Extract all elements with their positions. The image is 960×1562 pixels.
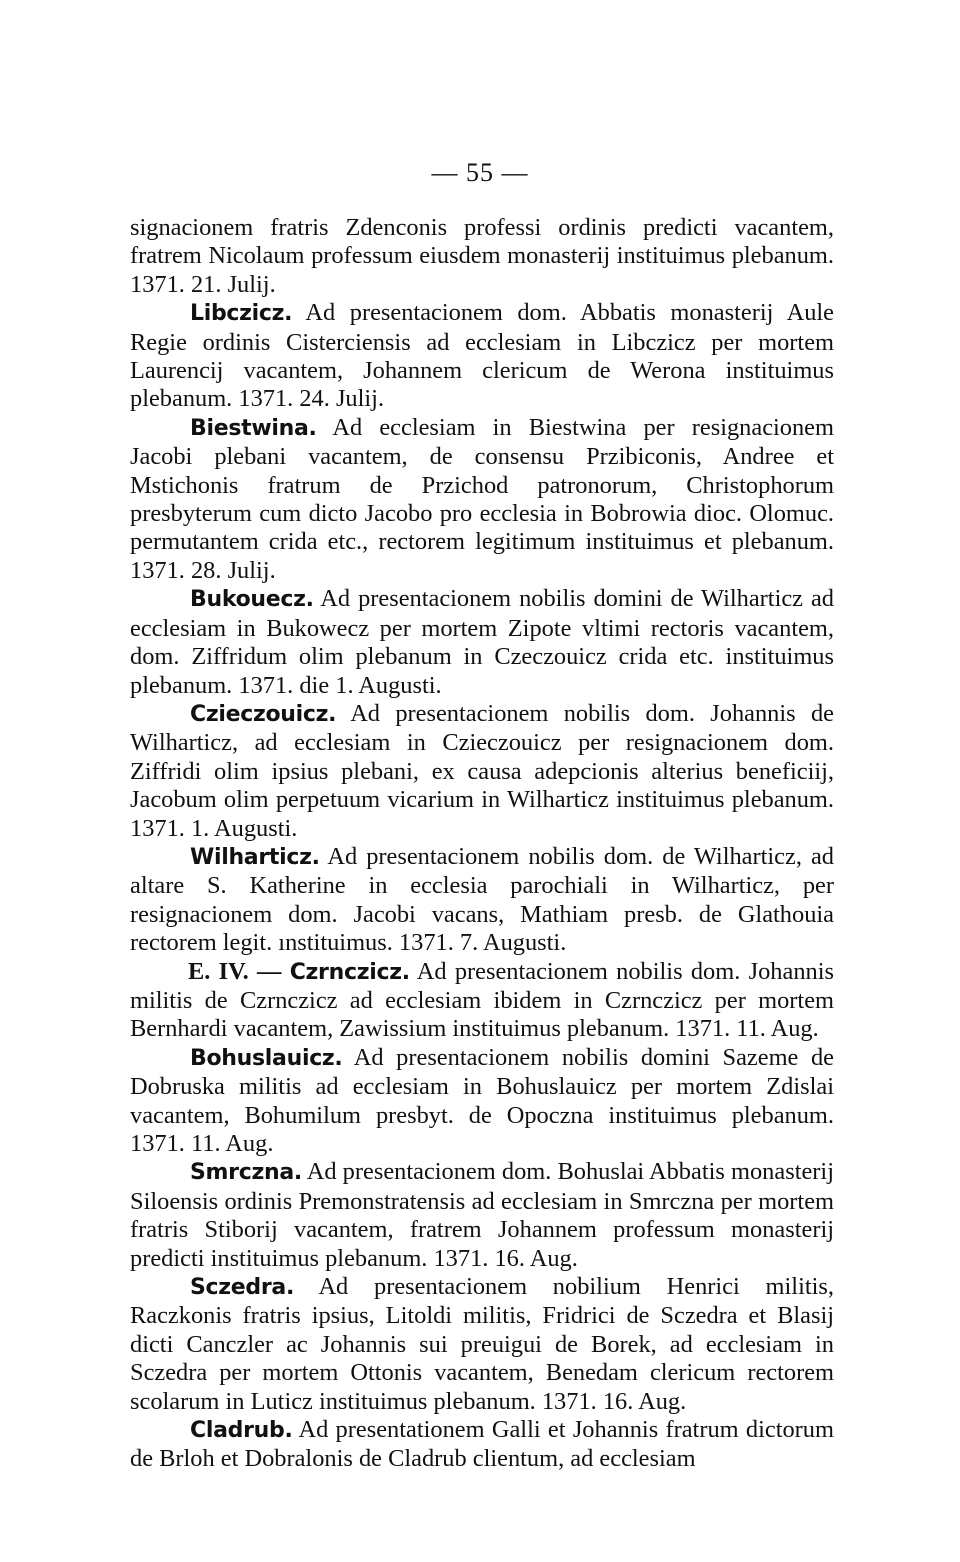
entry-heading: Cladrub.	[190, 1418, 293, 1444]
entry-text: Ad presentacionem dom. Abbatis monasterij Aule Regie ordinis Cisterciensis ad ecclesiam in Libczicz per mortem Laurencij vacantem, Johannem clericum de Werona instituimus plebanum. 1371. 24. Julij.	[130, 299, 834, 413]
continuation-paragraph: signacionem fratris Zdenconis professi ordinis predicti vacantem, fratrem Nicolaum professum eiusdem monasterij instituimus plebanum. 1371. 21. Julij.	[130, 214, 834, 298]
entry-smrczna	[130, 1158, 834, 1273]
entry-biestwina	[130, 414, 834, 585]
source-siglum: E. IV. —	[188, 957, 282, 985]
entry-cladrub	[130, 1416, 834, 1474]
page-number: — 55 —	[431, 158, 529, 187]
entry-libczicz	[130, 299, 834, 414]
entry-bohuslauicz	[130, 1044, 834, 1159]
entry-text: Ad presentacionem dom. Bohuslai Abbatis monasterij Siloensis ordinis Premonstratensis ad ecclesiam in Smrczna per mortem fratris Stiborij vacantem, fratrem Johannem professum monasterij predicti instituimus plebanum. 1371. 16. Aug.	[130, 1158, 834, 1272]
entry-heading: Biestwina.	[190, 415, 317, 441]
entry-text: Ad presentacionem nobilis domini Sazeme de Dobruska militis ad ecclesiam in Bohuslauicz per mortem Zdislai vacantem, Bohumilum presbyt. de Opoczna instituimus plebanum. 1371. 11. Aug.	[130, 1043, 834, 1157]
entry-text: Ad presentacionem nobilis dom. Johannis militis de Czrnczicz ad ecclesiam ibidem in Czrnczicz per mortem Bernhardi vacantem, Zawissium instituimus plebanum. 1371. 11. Aug.	[130, 957, 834, 1043]
entry-czieczouicz	[130, 700, 834, 843]
entry-sczedra	[130, 1273, 834, 1416]
entry-text: Ad presentacionem nobilis domini de Wilharticz ad ecclesiam in Bukowecz per mortem Zipote vltimi rectoris vacantem, dom. Ziffridum olim plebanum in Czeczouicz crida etc. instituimus plebanum. 1371. die 1. Augusti.	[130, 585, 834, 699]
document-body	[130, 214, 834, 1474]
entry-heading: Sczedra.	[190, 1275, 295, 1301]
entry-text: Ad presentacionem nobilis dom. de Wilharticz, ad altare S. Katherine in ecclesia parochiali in Wilharticz, per resignacionem dom. Jacobi vacans, Mathiam presb. de Glathouia rectorem legit. ınstituimus. 1371. 7. Augusti.	[130, 842, 834, 957]
entry-heading: Libczicz.	[190, 301, 293, 327]
entry-bukouecz	[130, 585, 834, 700]
entry-czrnczicz	[130, 958, 834, 1044]
entry-wilharticz	[130, 843, 834, 958]
entry-text: Ad presentationem Galli et Johannis fratrum dictorum de Brloh et Dobralonis de Cladrub clientum, ad ecclesiam	[130, 1416, 834, 1473]
entry-text: Ad presentacionem nobilium Henrici militis, Raczkonis fratris ipsius, Litoldi militis, Fridrici de Sczedra et Blasij dicti Canczler ac Johannis sui preuigui de Borek, ad ecclesiam in Sczedra per mortem Ottonis vacantem, Benedam clericum rectorem scolarum in Luticz instituimus plebanum. 1371. 16. Aug.	[130, 1273, 834, 1415]
entry-heading: Czrnczicz.	[289, 959, 410, 985]
entry-heading: Bukouecz.	[190, 587, 314, 613]
entry-heading: Bohuslauicz.	[190, 1045, 343, 1071]
entry-heading: Smrczna.	[190, 1160, 302, 1186]
entry-heading: Wilharticz.	[190, 844, 320, 870]
entry-text: Ad ecclesiam in Biestwina per resignacionem Jacobi plebani vacantem, de consensu Przibiconis, Andree et Mstichonis fratrum de Przichod patronorum, Christophorum presbyterum cum dicto Jacobo pro ecclesia in Bobrowia dioc. Olomuc. permutantem crida etc., rectorem legitimum instituimus et plebanum. 1371. 28. Julij.	[130, 413, 834, 584]
entry-text: Ad presentacionem nobilis dom. Johannis de Wilharticz, ad ecclesiam in Czieczouicz per resignacionem dom. Ziffridi olim ipsius plebani, ex causa adepcionis alterius beneficiij, Jacobum olim perpetuum vicarium in Wilharticz instituimus plebanum. 1371. 1. Augusti.	[130, 699, 834, 842]
entry-heading: Czieczouicz.	[190, 701, 337, 727]
